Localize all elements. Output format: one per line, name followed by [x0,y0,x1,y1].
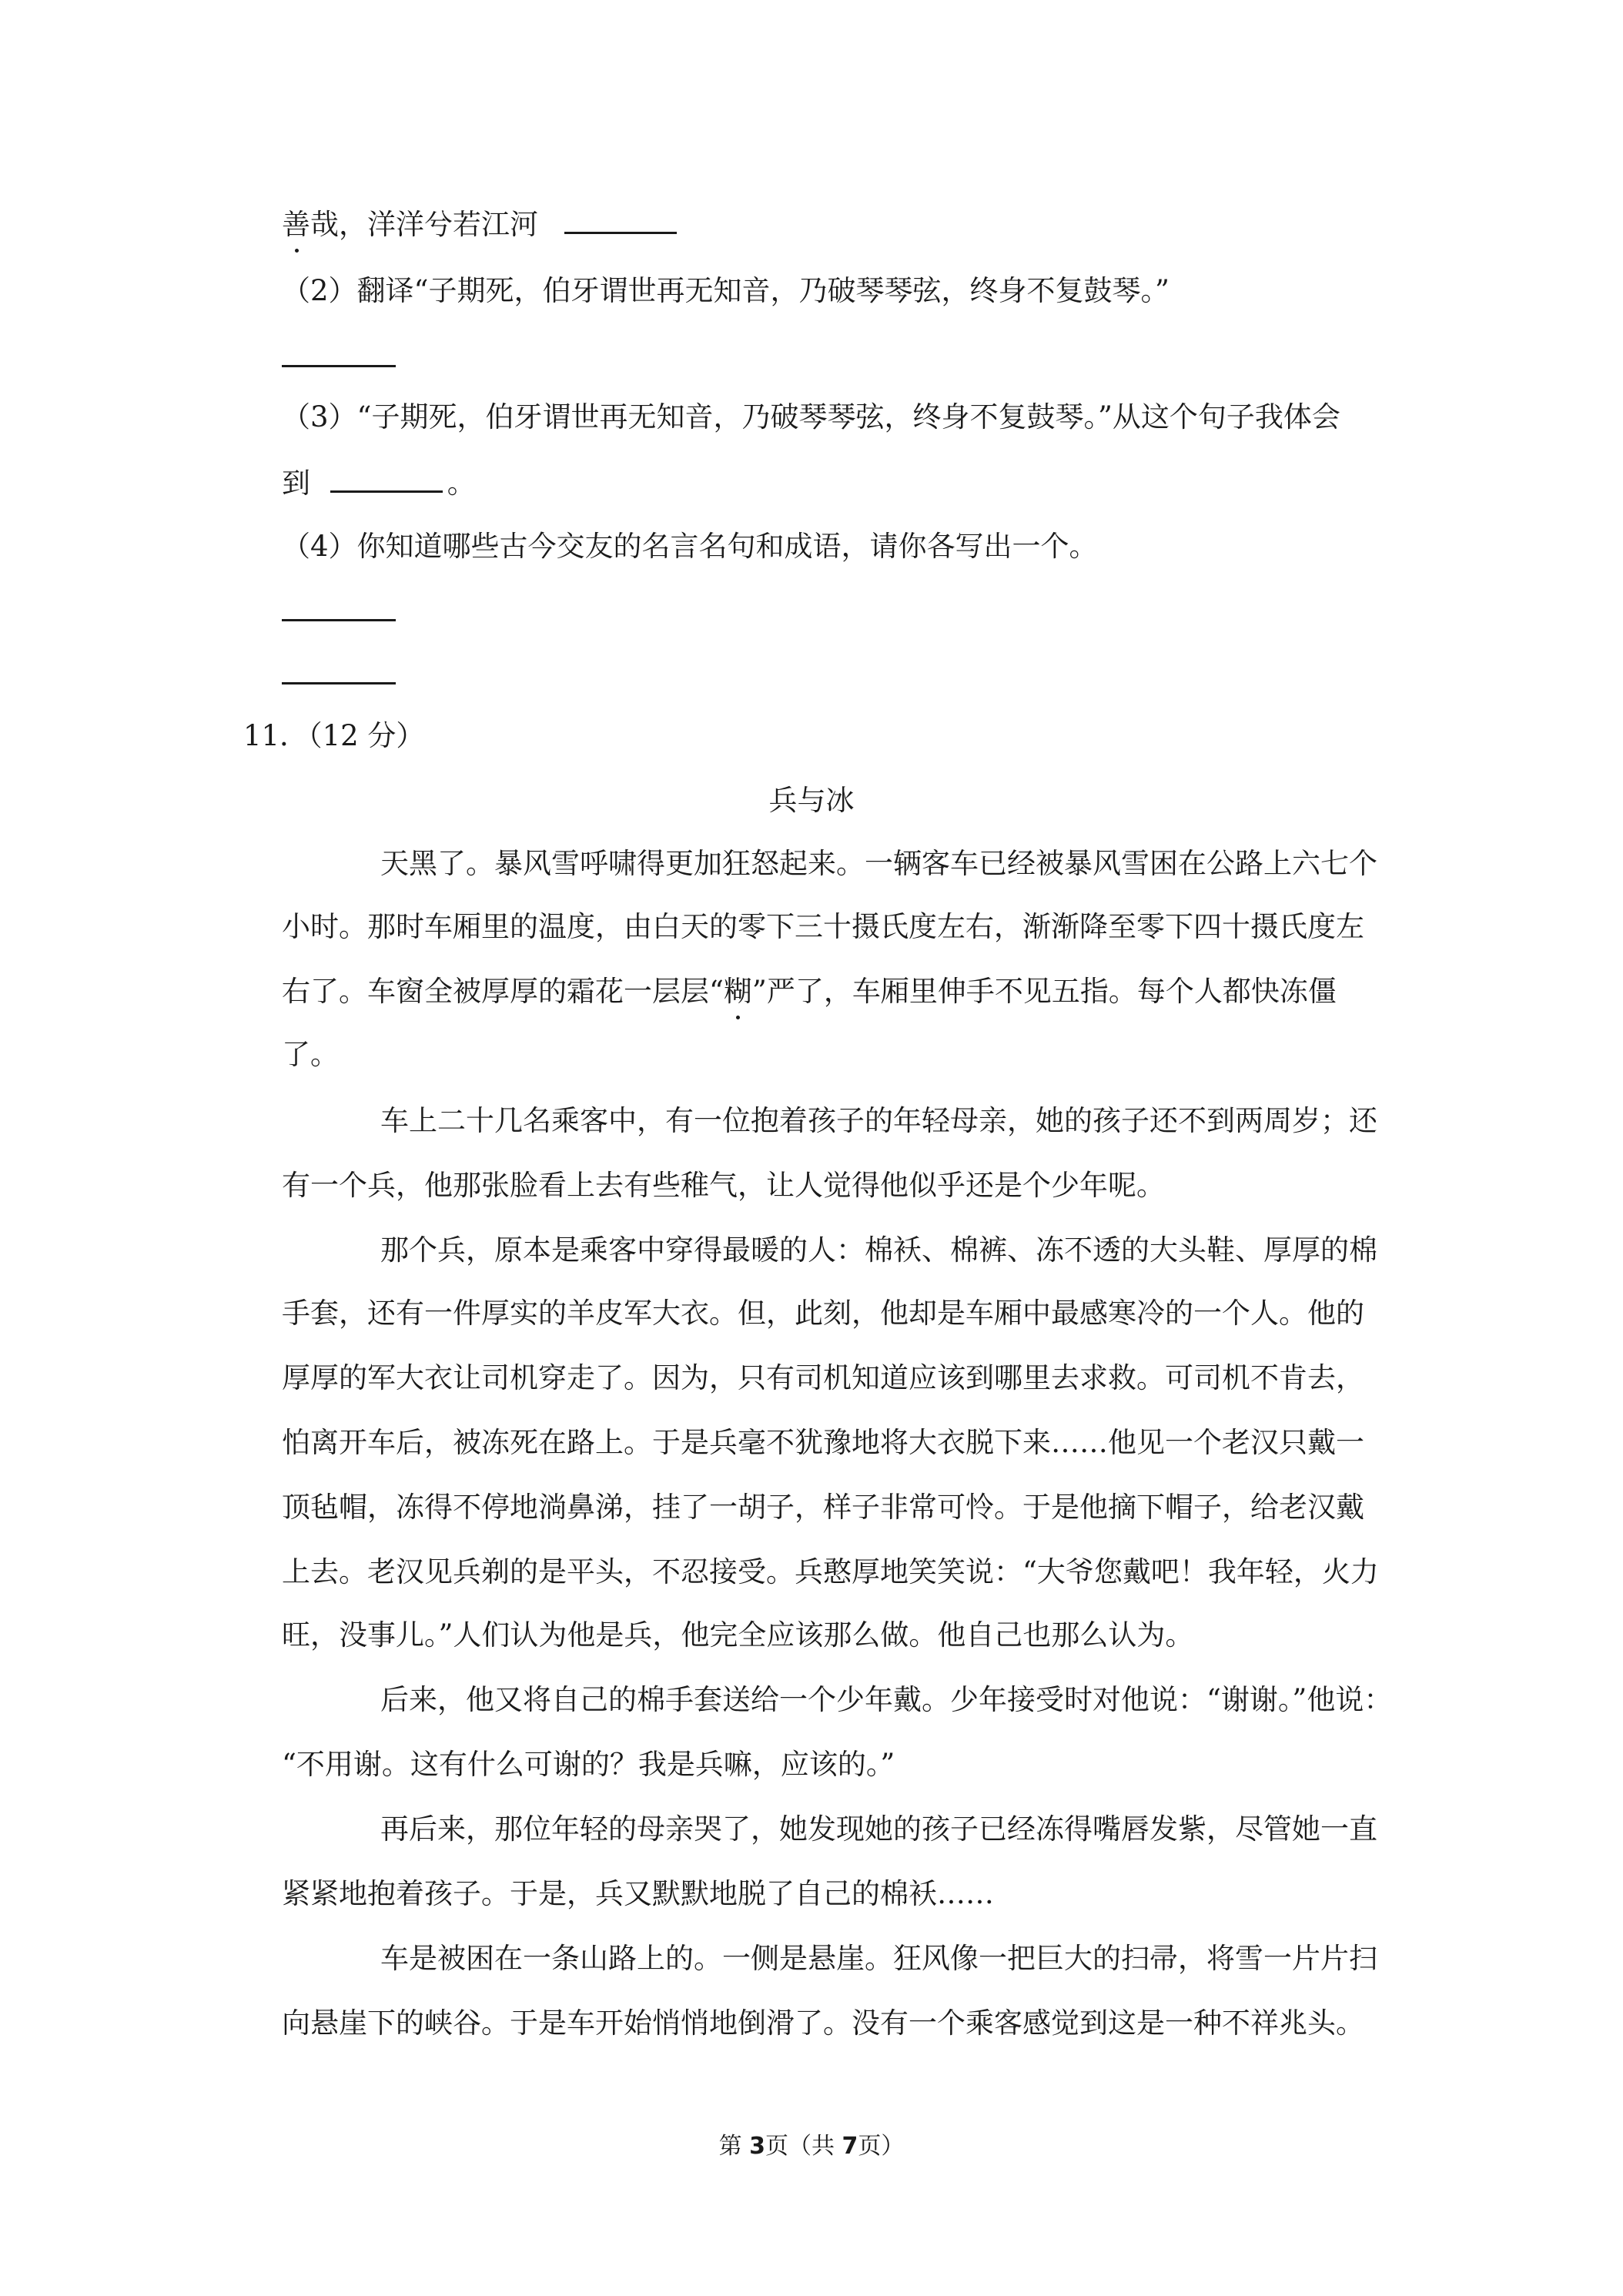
answer-blank[interactable] [330,467,443,493]
footer-text: 页（共 [765,2133,842,2160]
passage-text: ”严了，车厢里伸手不见五指。每个人都快冻僵 [751,975,1337,1008]
q10-sub3-start: 到 [282,467,310,500]
answer-blank[interactable] [564,209,677,234]
passage-line: 后来，他又将自己的棉手套送给一个少年戴。少年接受时对他说：“谢谢。”他说： [380,1683,1393,1716]
passage-text: 右了。车窗全被厚厚的霜花一层层“ [282,975,724,1008]
emphasis-char: 糊 [724,973,752,1010]
q10-sub3-end: 。 [447,467,476,500]
passage-line: 旺，没事儿。”人们认为他是兵，他完全应该那么做。他自己也那么认为。 [282,1618,1194,1652]
q10-sub3-line2 [282,465,476,502]
passage-line: 天黑了。暴风雪呼啸得更加狂怒起来。一辆客车已经被暴风雪困在公路上六七个 [380,847,1377,880]
passage-line [282,973,1337,1010]
q10-item-text: 哉，洋洋兮若江河 [310,208,538,241]
footer-text: 页） [858,2133,905,2160]
answer-blank[interactable] [282,682,396,684]
q10-item-line [282,206,677,243]
passage-line: 手套，还有一件厚实的羊皮军大衣。但，此刻，他却是车厢中最感寒冷的一个人。他的 [282,1297,1364,1330]
passage-line: 顶毡帽，冻得不停地淌鼻涕，挂了一胡子，样子非常可怜。于是他摘下帽子，给老汉戴 [282,1491,1364,1524]
passage-line: “不用谢。这有什么可谢的？我是兵嘛，应该的。” [282,1748,895,1781]
passage-line: 怕离开车后，被冻死在路上。于是兵毫不犹豫地将大衣脱下来……他见一个老汉只戴一 [282,1426,1364,1459]
passage-line: 车上二十几名乘客中，有一位抱着孩子的年轻母亲，她的孩子还不到两周岁；还 [380,1104,1377,1137]
passage-line: 向悬崖下的峡谷。于是车开始悄悄地倒滑了。没有一个乘客感觉到这是一种不祥兆头。 [282,2006,1364,2040]
page-footer [0,2131,1623,2162]
footer-text: 第 [718,2133,750,2160]
passage-line: 上去。老汉见兵剃的是平头，不忍接受。兵憨厚地笑笑说：“大爷您戴吧！我年轻，火力 [282,1555,1379,1588]
q10-sub3-line1: （3）“子期死，伯牙谓世再无知音，乃破琴琴弦，终身不复鼓琴。”从这个句子我体会 [282,400,1340,433]
passage-line: 厚厚的军大衣让司机穿走了。因为，只有司机知道应该到哪里去求救。可司机不肯去， [282,1361,1364,1394]
passage-line: 了。 [282,1038,339,1071]
passage-line: 有一个兵，他那张脸看上去有些稚气，让人觉得他似乎还是个少年呢。 [282,1169,1165,1202]
passage-line: 紧紧地抱着孩子。于是，兵又默默地脱了自己的棉袄…… [282,1877,994,1910]
passage-line: 小时。那时车厢里的温度，由白天的零下三十摄氏度左右，渐渐降至零下四十摄氏度左 [282,910,1364,943]
passage-line: 再后来，那位年轻的母亲哭了，她发现她的孩子已经冻得嘴唇发紫，尽管她一直 [380,1812,1377,1846]
passage-line: 车是被困在一条山路上的。一侧是悬崖。狂风像一把巨大的扫帚，将雪一片片扫 [380,1942,1377,1975]
answer-blank[interactable] [282,365,396,367]
q10-sub4: （4）你知道哪些古今交友的名言名句和成语，请你各写出一个。 [282,530,1098,563]
page-total: 7 [842,2133,858,2160]
answer-blank[interactable] [282,619,396,621]
page-number: 3 [749,2133,765,2160]
passage-line: 那个兵，原本是乘客中穿得最暖的人：棉袄、棉裤、冻不透的大头鞋、厚厚的棉 [380,1233,1377,1267]
emphasis-char: 善 [282,206,310,243]
q10-sub2: （2）翻译“子期死，伯牙谓世再无知音，乃破琴琴弦，终身不复鼓琴。” [282,274,1170,307]
passage-title: 兵与冰 [768,784,855,817]
q11-header: 11．（12 分） [243,719,425,752]
